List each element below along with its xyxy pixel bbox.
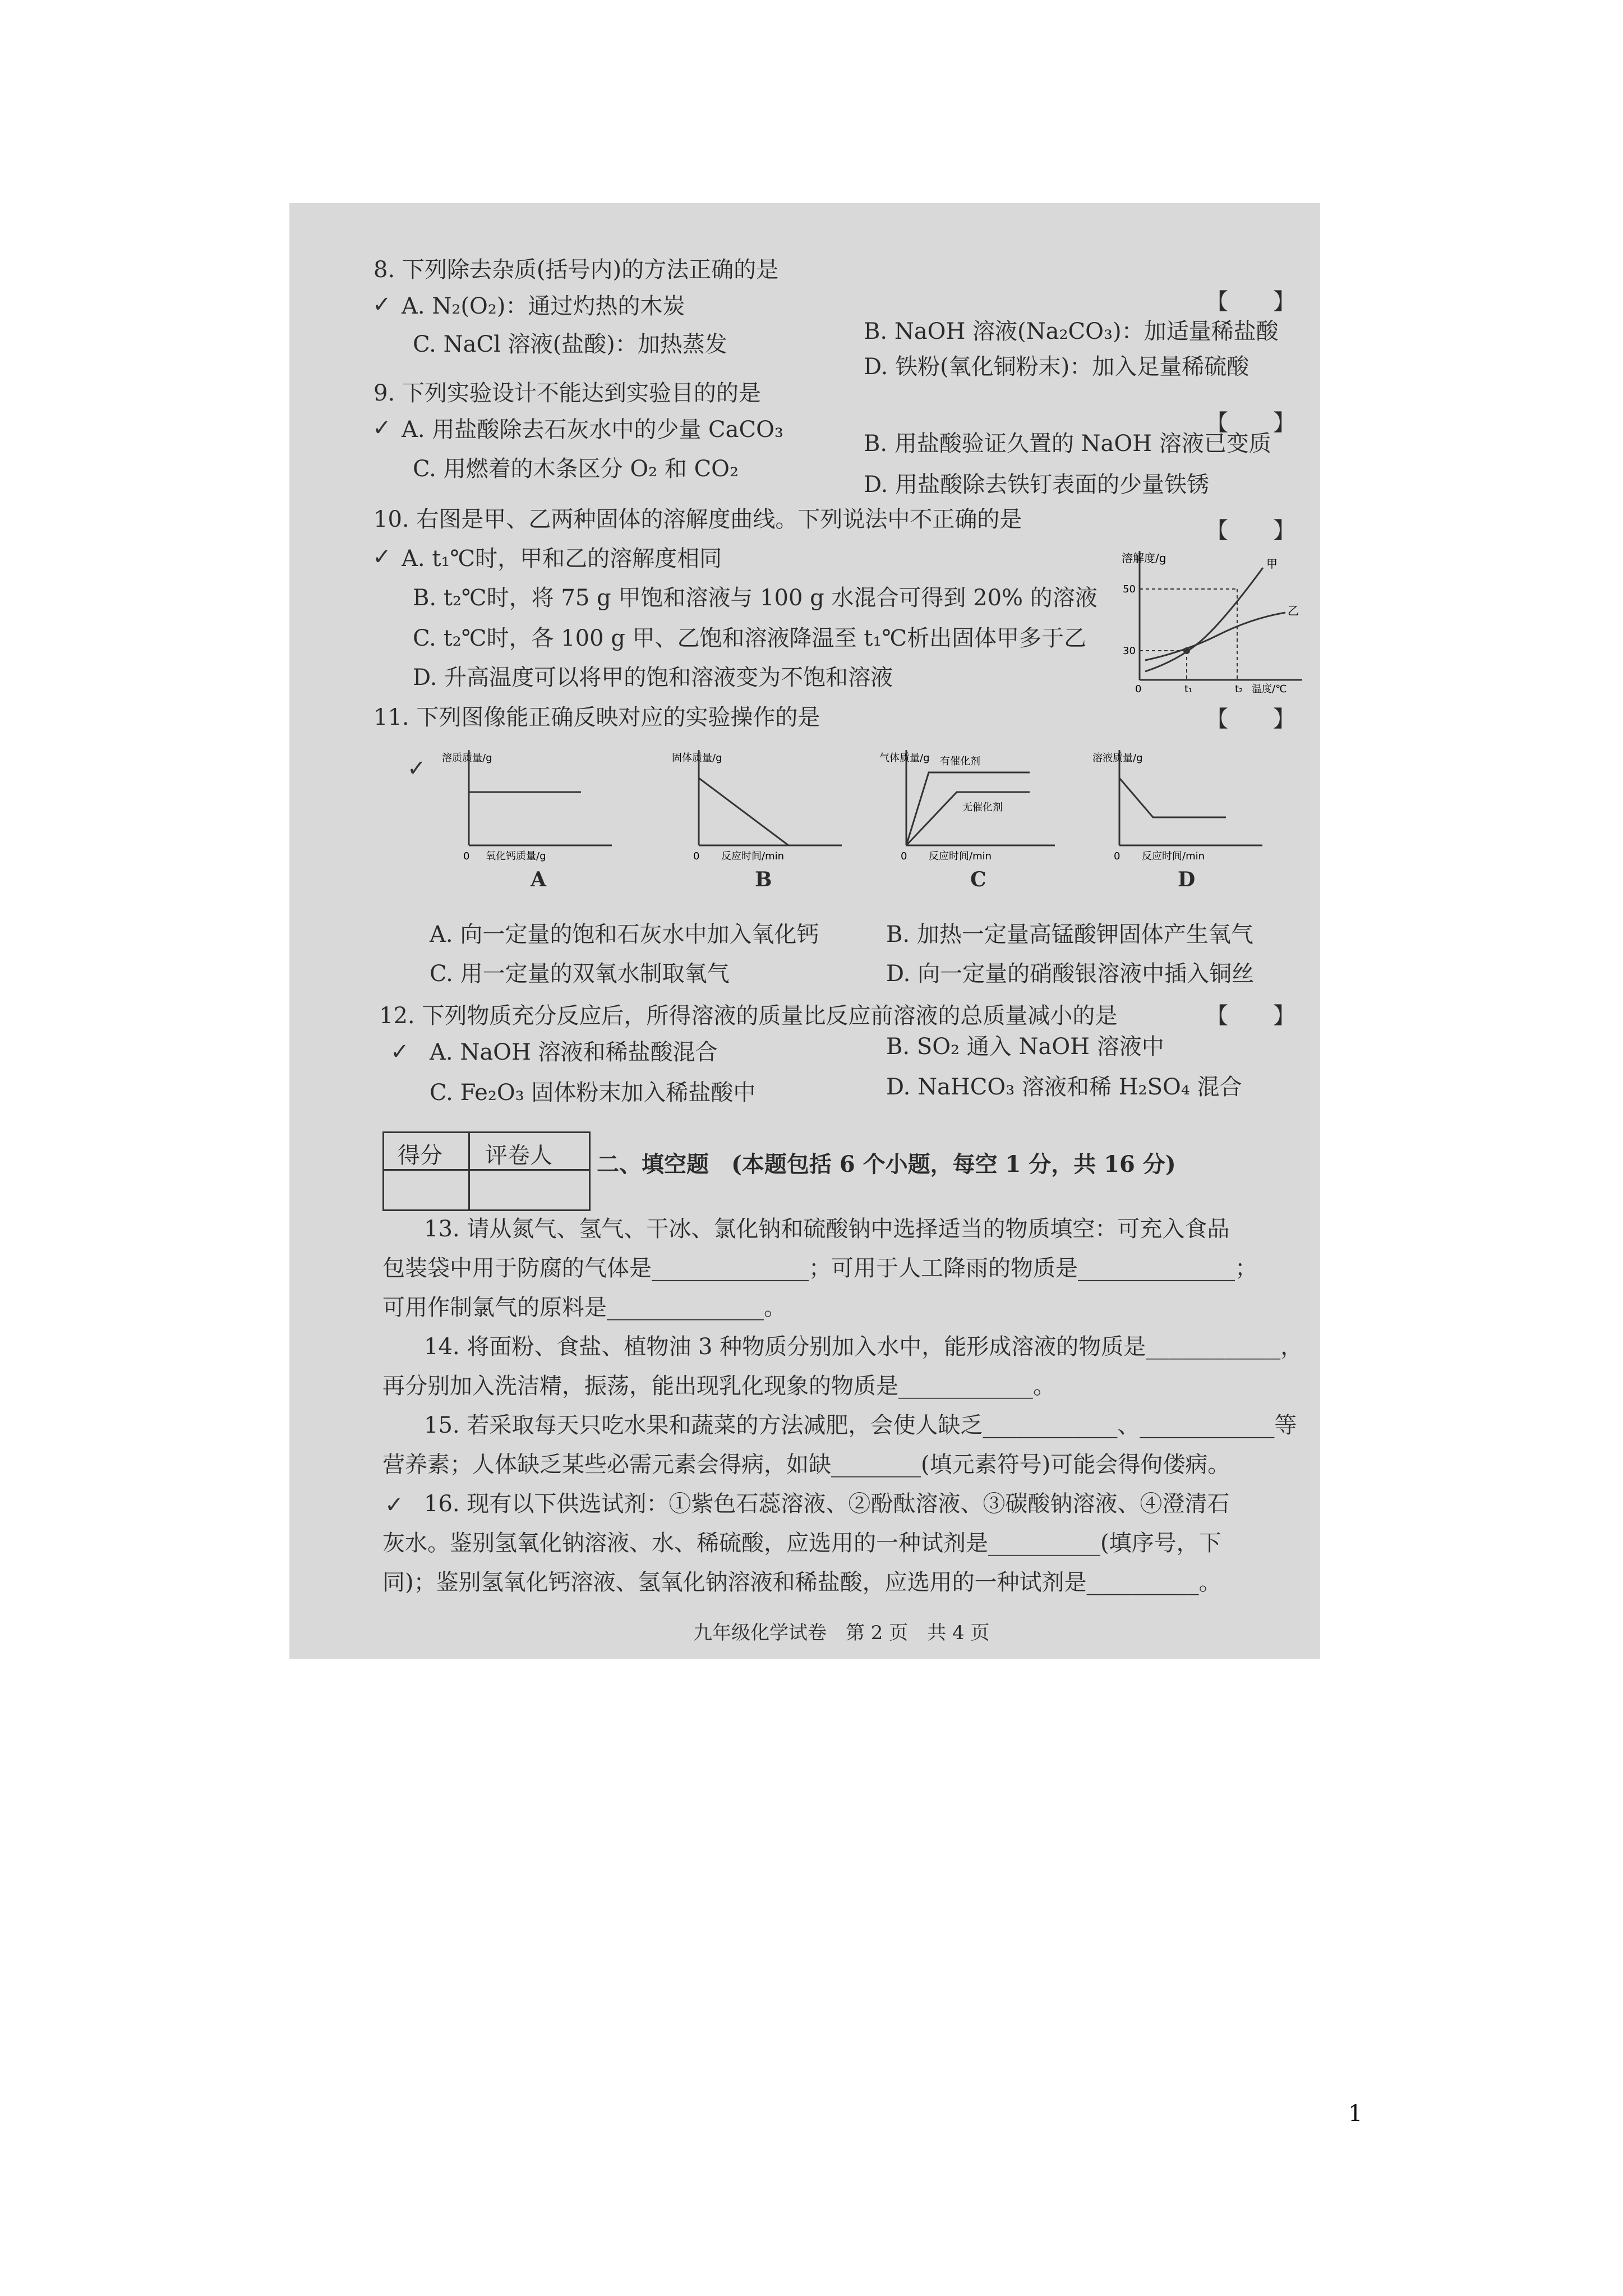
graph-c-curve2-label: 无催化剂 [962,802,1003,813]
x-axis-label: 温度/℃ [1252,683,1287,695]
q14-line-1: 14. 将面粉、食盐、植物油 3 种物质分别加入水中，能形成溶液的物质是____________， [424,1334,1303,1360]
q9-option-a: A. 用盐酸除去石灰水中的少量 CaCO₃ [402,417,783,443]
page-footer: 九年级化学试卷 第 2 页 共 4 页 [693,1622,990,1644]
curve-jia-label: 甲 [1266,557,1278,570]
graph-c-curve-no-catalyst [906,792,1030,845]
graph-c [878,744,1063,868]
curve-yi [1145,613,1285,660]
q8-option-d: D. 铁粉(氧化铜粉末)：加入足量稀硫酸 [864,354,1249,380]
q10-answer-bracket: 【 】 [1206,518,1295,544]
graph-c-xlabel: 反应时间/min [929,850,992,862]
graph-c-curve1-label: 有催化剂 [940,756,980,767]
graph-c-ylabel: 气体质量/g [879,752,930,764]
q10-stem: 10. 右图是甲、乙两种固体的溶解度曲线。下列说法中不正确的是 [374,507,1022,532]
q12-option-b: B. SO₂ 通入 NaOH 溶液中 [886,1034,1164,1060]
section-2-title: 二、填空题 (本题包括 6 个小题，每空 1 分，共 16 分) [597,1151,1176,1177]
graph-a [441,744,620,868]
score-label: 得分 [398,1143,442,1168]
q12-option-a: A. NaOH 溶液和稀盐酸混合 [430,1039,718,1065]
q11-option-d: D. 向一定量的硝酸银溶液中插入铜丝 [886,961,1255,987]
graph-a-ylabel: 溶质质量/g [442,752,492,764]
graph-a-xlabel: 氧化钙质量/g [486,850,546,862]
q10-option-d: D. 升高温度可以将甲的饱和溶液变为不饱和溶液 [413,665,893,691]
graph-d-xlabel: 反应时间/min [1142,850,1205,862]
graph-b-line [699,778,789,845]
q11-answer-bracket: 【 】 [1206,706,1295,732]
graph-d-origin: 0 [1114,850,1121,862]
scanned-exam-page [289,203,1320,1659]
q16-line-2: 灰水。鉴别氢氧化钠溶液、水、稀硫酸，应选用的一种试剂是__________(填序号，下 [382,1530,1221,1556]
q15-line-1: 15. 若采取每天只吃水果和蔬菜的方法减肥，会使人缺乏____________、____________等 [424,1412,1297,1438]
check-mark-icon: ✓ [372,544,391,570]
check-mark-icon: ✓ [372,292,391,318]
q15-line-2: 营养素；人体缺乏某些必需元素会得病，如缺________(填元素符号)可能会得佝偻病。 [382,1452,1230,1478]
q11-option-a: A. 向一定量的饱和石灰水中加入氧化钙 [430,922,819,947]
q12-stem: 12. 下列物质充分反应后，所得溶液的质量比反应前溶液的总质量减小的是 [379,1003,1118,1029]
graph-b-ylabel: 固体质量/g [672,752,722,764]
graph-d-line [1119,778,1226,817]
graph-b-origin: 0 [693,850,700,862]
q8-option-a: A. N₂(O₂)：通过灼热的木炭 [402,293,685,319]
q14-line-2: 再分别加入洗洁精，振荡，能出现乳化现象的物质是____________。 [382,1373,1055,1399]
graph-a-origin: 0 [463,850,470,862]
q9-option-d: D. 用盐酸除去铁钉表面的少量铁锈 [864,472,1210,498]
q10-option-b: B. t₂℃时，将 75 g 甲饱和溶液与 100 g 水混合可得到 20% 的溶液 [413,585,1098,611]
x-tick-t2: t₂ [1235,683,1243,695]
graph-d-ylabel: 溶液质量/g [1092,752,1143,764]
check-mark-icon: ✓ [407,756,426,781]
q8-option-b: B. NaOH 溶液(Na₂CO₃)：加适量稀盐酸 [864,319,1279,344]
x-tick-origin: 0 [1135,683,1142,695]
q10-option-c: C. t₂℃时，各 100 g 甲、乙饱和溶液降温至 t₁℃析出固体甲多于乙 [413,625,1087,651]
q8-option-c: C. NaCl 溶液(盐酸)：加热蒸发 [413,332,727,357]
graph-b-xlabel: 反应时间/min [721,850,785,862]
q12-answer-bracket: 【 】 [1206,1003,1295,1029]
check-mark-icon: ✓ [390,1039,409,1065]
q9-answer-bracket: 【 】 [1206,410,1295,436]
grader-label: 评卷人 [485,1143,552,1168]
q13-line-1: 13. 请从氮气、氢气、干冰、氯化钠和硫酸钠中选择适当的物质填空：可充入食品 [424,1216,1230,1242]
graph-a-letter: A [531,868,546,891]
graph-d-letter: D [1178,868,1196,891]
q9-option-c: C. 用燃着的木条区分 O₂ 和 CO₂ [413,456,739,482]
q16-line-3: 同)；鉴别氢氧化钙溶液、氢氧化钠溶液和稀盐酸，应选用的一种试剂是__________。 [382,1570,1221,1595]
page-number: 1 [1348,2101,1363,2127]
q12-option-c: C. Fe₂O₃ 固体粉末加入稀盐酸中 [430,1080,756,1106]
q8-answer-bracket: 【 】 [1206,289,1295,315]
graph-c-origin: 0 [901,850,907,862]
q11-option-c: C. 用一定量的双氧水制取氧气 [430,961,730,987]
q9-option-b: B. 用盐酸验证久置的 NaOH 溶液已变质 [864,431,1271,457]
graph-b [671,744,850,868]
x-tick-t1: t₁ [1184,683,1193,695]
q16-line-1: 16. 现有以下供选试剂：①紫色石蕊溶液、②酚酞溶液、③碳酸钠溶液、④澄清石 [424,1491,1230,1517]
graph-d [1091,744,1271,868]
q11-option-b: B. 加热一定量高锰酸钾固体产生氧气 [886,922,1253,947]
intersection-point [1183,647,1190,654]
curve-yi-label: 乙 [1288,604,1299,618]
q12-option-d: D. NaHCO₃ 溶液和稀 H₂SO₄ 混合 [886,1074,1242,1100]
graph-b-letter: B [755,868,772,891]
score-table-divider [468,1133,470,1209]
y-tick-30: 30 [1123,645,1136,657]
check-mark-icon: ✓ [372,415,391,441]
graph-c-letter: C [970,868,986,891]
y-axis-label: 溶解度/g [1122,551,1166,565]
q10-option-a: A. t₁℃时，甲和乙的溶解度相同 [402,546,722,572]
check-mark-icon: ✓ [385,1492,404,1518]
score-table [382,1131,591,1211]
solubility-curve-graph [1117,545,1308,697]
q11-stem: 11. 下列图像能正确反映对应的实验操作的是 [374,705,820,730]
y-tick-50: 50 [1123,583,1136,595]
q8-stem: 8. 下列除去杂质(括号内)的方法正确的是 [374,257,779,283]
q9-stem: 9. 下列实验设计不能达到实验目的的是 [374,380,761,406]
q13-line-2: 包装袋中用于防腐的气体是______________；可用于人工降雨的物质是______________； [382,1255,1257,1281]
q13-line-3: 可用作制氯气的原料是______________。 [382,1295,786,1320]
